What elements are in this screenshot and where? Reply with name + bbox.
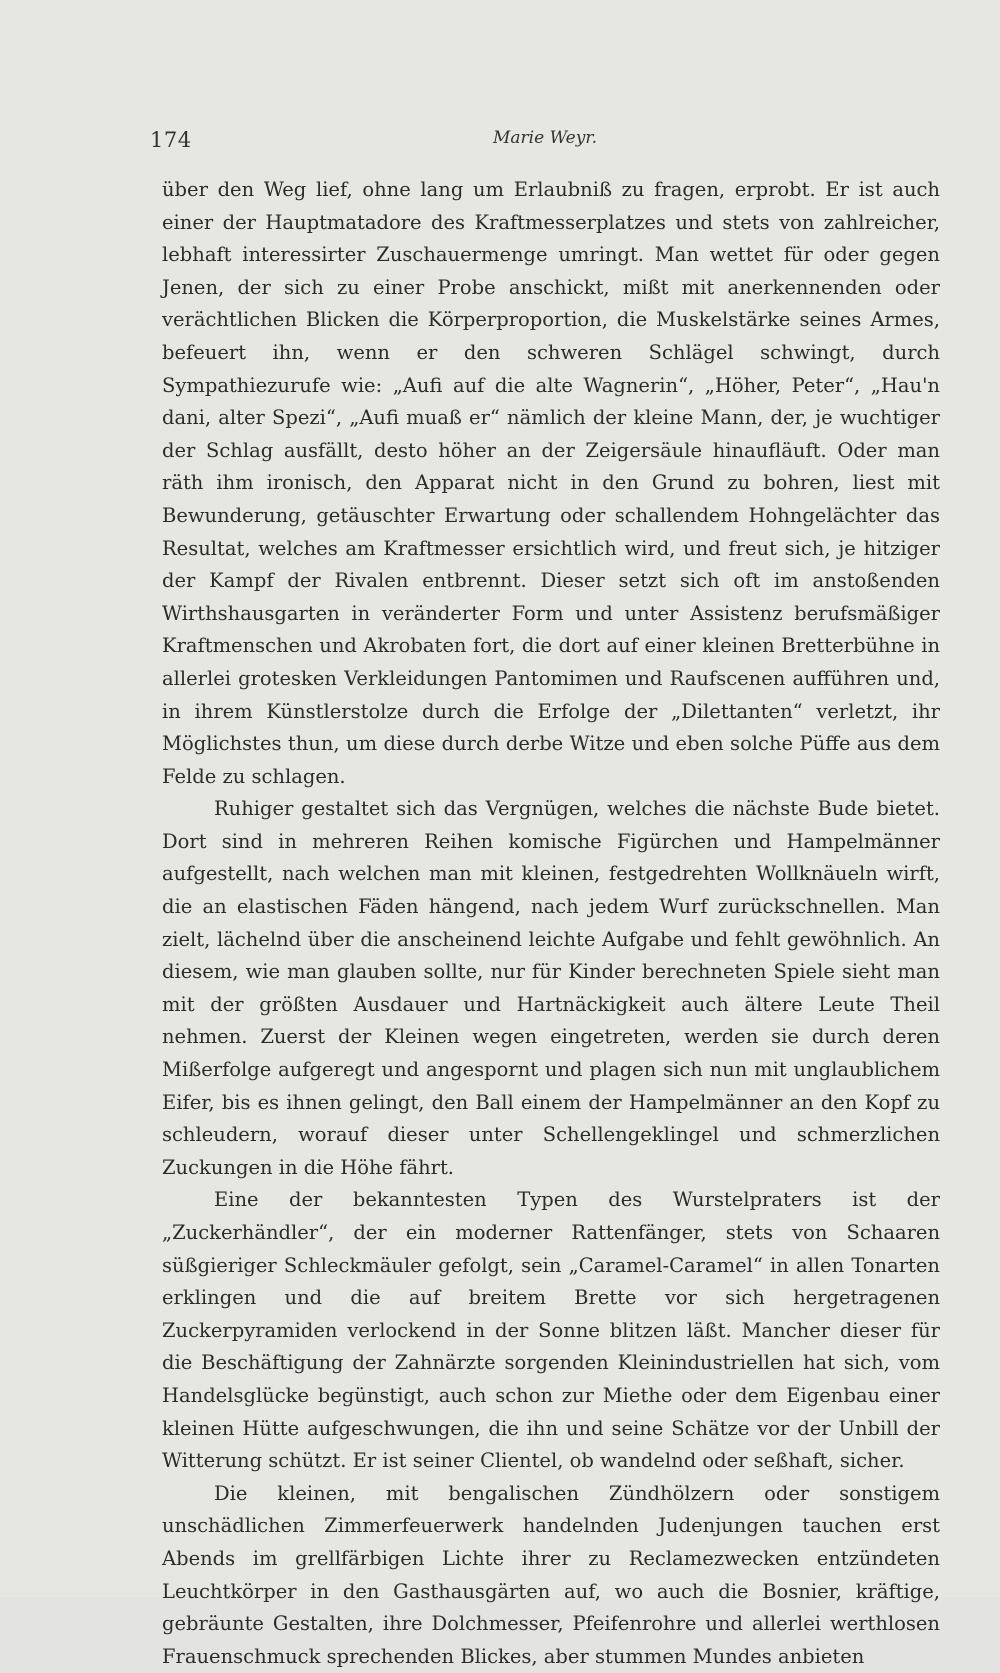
body-text xyxy=(162,174,940,1673)
page-number: 174 xyxy=(150,128,192,152)
page-header xyxy=(150,128,940,158)
paragraph: Eine der bekanntesten Typen des Wurstelpraters ist der „Zuckerhändler“, der ein moderner Rattenfänger, stets von Schaaren süßgieriger Schleckmäuler gefolgt, sein „Caramel-Caramel“ in allen Tonarten erklingen und die auf breitem Brette vor sich hergetragenen Zuckerpyramiden verlockend in der Sonne blitzen läßt. Mancher dieser für die Beschäftigung der Zahnärzte sorgenden Kleinindustriellen hat sich, vom Handelsglücke begünstigt, auch schon zur Miethe oder dem Eigenbau einer kleinen Hütte aufgeschwungen, die ihn und seine Schätze vor der Unbill der Witterung schützt. Er ist seiner Clientel, ob wandelnd oder seßhaft, sicher. xyxy=(162,1188,940,1473)
paragraph-continuation: über den Weg lief, ohne lang um Erlaubniß zu fragen, erprobt. Er ist auch einer der Hauptmatadore des Kraftmesserplatzes und stets von zahlreicher, lebhaft interessirter Zuschauermenge umringt. Man wettet für oder gegen Jenen, der sich zu einer Probe anschickt, mißt mit anerkennenden oder verächtlichen Blicken die Körperproportion, die Muskelstärke seines Armes, befeuert ihn, wenn er den schweren Schlägel schwingt, durch Sympathiezurufe wie: „Aufi auf die alte Wagnerin“, „Höher, Peter“, „Hau'n dani, alter Spezi“, „Aufi muaß er“ nämlich der kleine Mann, der, je wuchtiger der Schlag ausfällt, desto höher an der Zeigersäule hinaufläuft. Oder man räth ihm ironisch, den Apparat nicht in den Grund zu bohren, liest mit Bewunderung, getäuschter Erwartung oder schallendem Hohngelächter das Resultat, welches am Kraftmesser ersichtlich wird, und freut sich, je hitziger der Kampf der Rivalen entbrennt. Dieser setzt sich oft im anstoßenden Wirthshausgarten in veränderter Form und unter Assistenz berufsmäßiger Kraftmenschen und Akrobaten fort, die dort auf einer kleinen Bretterbühne in allerlei grotesken Verkleidungen Pantomimen und Raufscenen aufführen und, in ihrem Künstlerstolze durch die Erfolge der „Dilettanten“ verletzt, ihr Möglichstes thun, um diese durch derbe Witze und eben solche Püffe aus dem Felde zu schlagen. xyxy=(162,178,940,788)
paragraph: Die kleinen, mit bengalischen Zündhölzern oder sonstigem unschädlichen Zimmerfeuerwerk handelnden Judenjungen tauchen erst Abends im grellfärbigen Lichte ihrer zu Reclamezwecken entzündeten Leuchtkörper in den Gasthausgärten auf, wo auch die Bosnier, kräftige, gebräunte Gestalten, ihre Dolchmesser, Pfeifenrohre und allerlei werthlosen Frauenschmuck sprechenden Blickes, aber stummen Mundes anbieten xyxy=(162,1481,940,1668)
paragraph: Ruhiger gestaltet sich das Vergnügen, welches die nächste Bude bietet. Dort sind in mehreren Reihen komische Figürchen und Hampelmänner aufgestellt, nach welchen man mit kleinen, festgedrehten Wollknäueln wirft, die an elastischen Fäden hängend, nach jedem Wurf zurückschnellen. Man zielt, lächelnd über die anscheinend leichte Aufgabe und fehlt gewöhnlich. An diesem, wie man glauben sollte, nur für Kinder berechneten Spiele sieht man mit der größten Ausdauer und Hartnäckigkeit auch ältere Leute Theil nehmen. Zuerst der Kleinen wegen eingetreten, werden sie durch deren Mißerfolge aufgeregt und angespornt und plagen sich nun mit unglaublichem Eifer, bis es ihnen gelingt, den Ball einem der Hampelmänner an den Kopf zu schleudern, worauf dieser unter Schellengeklingel und schmerzlichen Zuckungen in die Höhe fährt. xyxy=(162,797,940,1179)
running-head: Marie Weyr. xyxy=(493,128,597,148)
